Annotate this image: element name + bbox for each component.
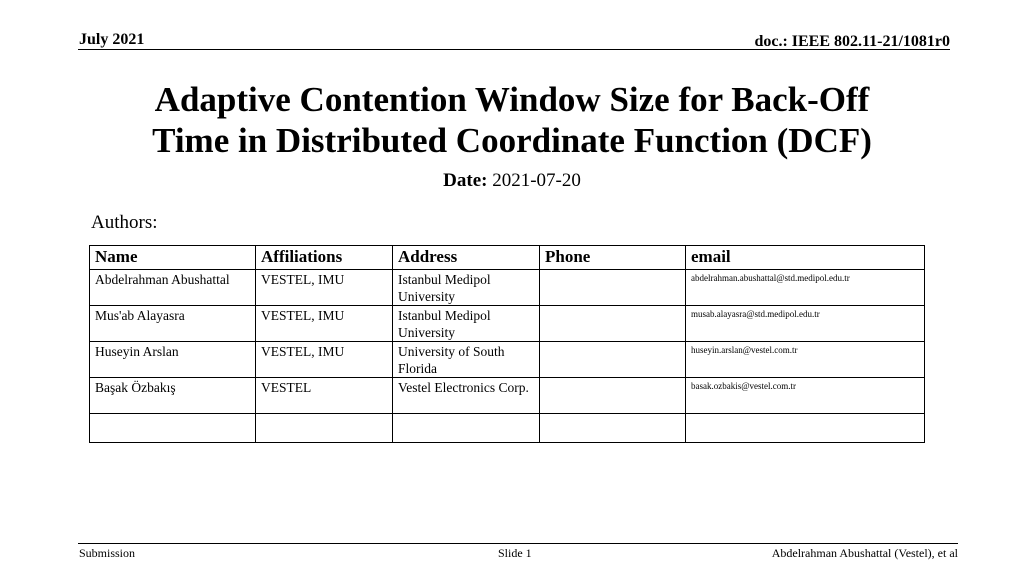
author-email: basak.ozbakis@vestel.com.tr	[686, 378, 925, 414]
author-phone	[540, 342, 686, 378]
table-header-row	[90, 246, 925, 270]
authors-table	[89, 245, 925, 443]
author-phone	[540, 414, 686, 443]
author-email: musab.alayasra@std.medipol.edu.tr	[686, 306, 925, 342]
authors-label: Authors:	[91, 212, 158, 233]
slide-title-line-2: Time in Distributed Coordinate Function (DCF)	[152, 121, 872, 160]
author-name: Abdelrahman Abushattal	[90, 270, 256, 306]
header-divider	[78, 49, 950, 50]
column-header-address: Address	[393, 246, 540, 270]
table-row	[90, 270, 925, 306]
column-header-phone: Phone	[540, 246, 686, 270]
author-email	[686, 414, 925, 443]
author-affiliation: VESTEL, IMU	[256, 270, 393, 306]
author-phone	[540, 378, 686, 414]
table-row	[90, 306, 925, 342]
slide-title-line-1: Adaptive Contention Window Size for Back-Off	[154, 80, 870, 119]
author-address: University of South Florida	[393, 342, 540, 378]
table-row-empty	[90, 414, 925, 443]
column-header-email: email	[686, 246, 925, 270]
author-affiliation: VESTEL	[256, 378, 393, 414]
date-line	[0, 170, 1024, 192]
slide-title	[0, 79, 1024, 161]
table-row	[90, 342, 925, 378]
author-email: huseyin.arslan@vestel.com.tr	[686, 342, 925, 378]
footer-slide-number: Slide 1	[498, 546, 532, 560]
author-name: Huseyin Arslan	[90, 342, 256, 378]
footer-submission: Submission	[79, 546, 136, 560]
footer-author: Abdelrahman Abushattal (Vestel), et al	[771, 546, 958, 560]
author-affiliation: VESTEL, IMU	[256, 342, 393, 378]
column-header-name: Name	[90, 246, 256, 270]
date-label: Date:	[443, 170, 488, 191]
author-affiliation	[256, 414, 393, 443]
author-name	[90, 414, 256, 443]
author-name: Mus'ab Alayasra	[90, 306, 256, 342]
date-value: 2021-07-20	[492, 170, 581, 191]
author-affiliation: VESTEL, IMU	[256, 306, 393, 342]
author-email: abdelrahman.abushattal@std.medipol.edu.tr	[686, 270, 925, 306]
table-row	[90, 378, 925, 414]
author-phone	[540, 306, 686, 342]
author-address: Istanbul Medipol University	[393, 306, 540, 342]
header-doc-id: doc.: IEEE 802.11-21/1081r0	[754, 33, 950, 50]
column-header-affiliations: Affiliations	[256, 246, 393, 270]
author-name: Başak Özbakış	[90, 378, 256, 414]
author-phone	[540, 270, 686, 306]
author-address: Istanbul Medipol University	[393, 270, 540, 306]
header-date: July 2021	[79, 31, 145, 48]
author-address	[393, 414, 540, 443]
author-address: Vestel Electronics Corp.	[393, 378, 540, 414]
footer-divider	[78, 543, 958, 544]
